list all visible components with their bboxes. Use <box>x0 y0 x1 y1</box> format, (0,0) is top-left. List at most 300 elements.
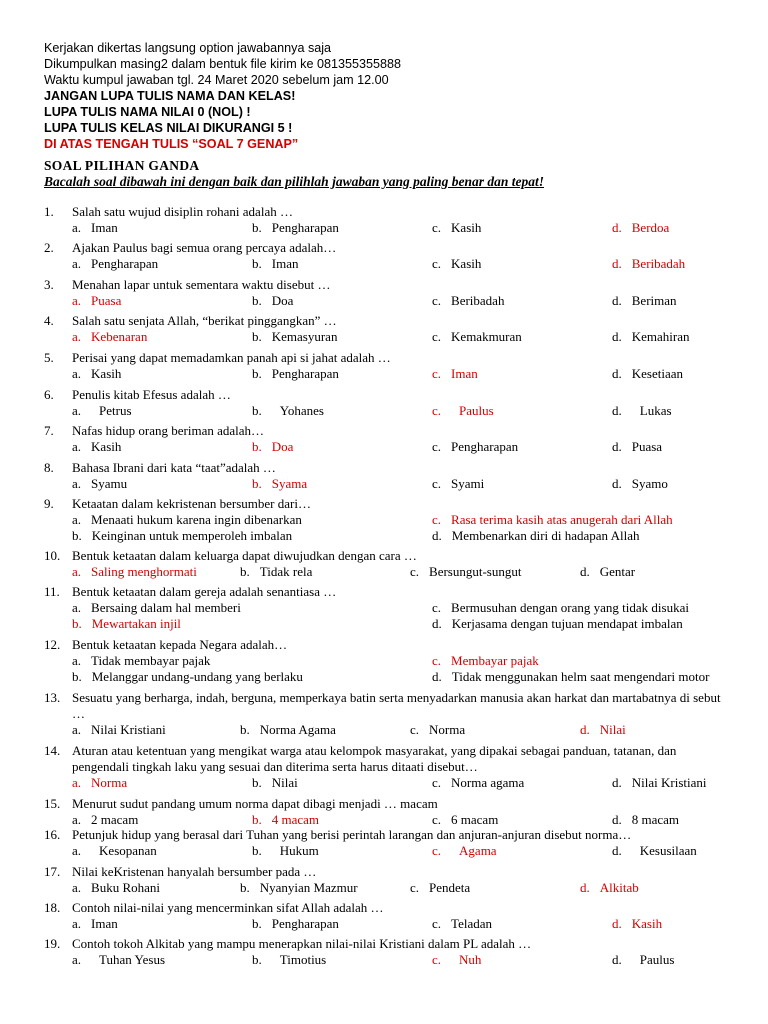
question-text: Salah satu senjata Allah, “berikat pinggangkan” … <box>72 313 337 328</box>
answer-option-a[interactable] <box>72 916 118 932</box>
question-number: 3. <box>44 277 54 292</box>
option-letter: a. <box>72 564 82 579</box>
question-row <box>44 423 734 439</box>
options-row <box>44 843 734 859</box>
question-number: 13. <box>44 690 61 705</box>
option-text: Nyanyian Mazmur <box>259 880 358 895</box>
answer-option-d[interactable] <box>432 528 639 544</box>
options-row <box>44 564 734 580</box>
answer-option-b[interactable] <box>240 880 358 896</box>
question-18 <box>44 900 734 932</box>
option-letter: b. <box>252 293 262 308</box>
options-row <box>44 256 734 272</box>
option-text: 8 macam <box>631 812 680 827</box>
answer-option-b[interactable] <box>252 952 326 968</box>
option-letter: a. <box>72 512 82 527</box>
option-letter: a. <box>72 366 82 381</box>
question-text: Salah satu wujud disiplin rohani adalah … <box>72 204 293 219</box>
option-letter: c. <box>432 366 442 381</box>
option-letter: b. <box>252 329 262 344</box>
options-row <box>44 952 734 968</box>
answer-option-b[interactable] <box>252 476 307 492</box>
options-row <box>44 439 734 455</box>
answer-option-c[interactable] <box>432 512 673 528</box>
answer-option-b[interactable] <box>252 256 298 272</box>
options-row <box>44 812 734 828</box>
question-row <box>44 313 734 329</box>
answer-option-a[interactable] <box>72 476 127 492</box>
option-text: Nilai <box>271 775 298 790</box>
answer-option-b[interactable] <box>240 722 336 738</box>
option-letter: a. <box>72 812 82 827</box>
question-2 <box>44 240 734 272</box>
option-text: Kemakmuran <box>451 329 522 344</box>
option-letter: c. <box>432 812 442 827</box>
answer-option-c[interactable] <box>432 775 524 791</box>
question-11 <box>44 584 734 632</box>
answer-option-d[interactable] <box>580 564 635 580</box>
answer-option-a[interactable] <box>72 293 121 309</box>
answer-option-c[interactable] <box>410 880 470 896</box>
question-row <box>44 936 734 952</box>
option-text: Rasa terima kasih atas anugerah dari Allah <box>451 512 673 527</box>
answer-option-a[interactable] <box>72 775 127 791</box>
options-row <box>44 722 734 738</box>
option-text: Doa <box>271 439 294 454</box>
option-text: Kerjasama dengan tujuan mendapat imbalan <box>451 616 683 631</box>
option-text: Iman <box>91 916 118 931</box>
option-letter: d. <box>432 528 442 543</box>
answer-option-a[interactable] <box>72 812 138 828</box>
option-text: Kasih <box>451 220 482 235</box>
answer-option-d[interactable] <box>580 880 639 896</box>
question-13 <box>44 690 734 738</box>
option-letter: c. <box>432 403 442 418</box>
options-row <box>44 916 734 932</box>
question-10 <box>44 548 734 580</box>
answer-option-b[interactable] <box>252 843 319 859</box>
question-9 <box>44 496 734 544</box>
answer-option-d[interactable] <box>432 669 709 685</box>
option-letter: b. <box>240 722 250 737</box>
question-5 <box>44 350 734 382</box>
answer-option-b[interactable] <box>252 439 293 455</box>
option-letter: d. <box>612 439 622 454</box>
question-19 <box>44 936 734 968</box>
answer-option-a[interactable] <box>72 439 121 455</box>
question-row <box>44 796 734 812</box>
answer-option-b[interactable] <box>252 916 339 932</box>
option-text: Berdoa <box>631 220 670 235</box>
answer-option-b[interactable] <box>252 775 298 791</box>
options-row <box>44 669 734 685</box>
option-letter: a. <box>72 600 82 615</box>
option-letter: a. <box>72 256 82 271</box>
option-text: Paulus <box>639 952 675 967</box>
option-text: Tuhan Yesus <box>99 952 166 967</box>
option-text: Keinginan untuk memperoleh imbalan <box>91 528 293 543</box>
question-3 <box>44 277 734 309</box>
question-number: 5. <box>44 350 54 365</box>
option-text: Tidak membayar pajak <box>91 653 211 668</box>
section-title: SOAL PILIHAN GANDA <box>44 158 200 173</box>
option-letter: a. <box>72 653 82 668</box>
question-text: Nilai keKristenan hanyalah bersumber pada … <box>72 864 317 879</box>
option-letter: b. <box>72 528 82 543</box>
question-number: 1. <box>44 204 54 219</box>
answer-option-b[interactable] <box>252 812 319 828</box>
answer-option-a[interactable] <box>72 220 118 236</box>
answer-option-a[interactable] <box>72 600 241 616</box>
option-text: Nuh <box>459 952 482 967</box>
answer-option-b[interactable] <box>252 329 337 345</box>
option-letter: a. <box>72 952 82 967</box>
options-row <box>44 220 734 236</box>
option-text: Alkitab <box>599 880 639 895</box>
option-text: Pengharapan <box>271 916 339 931</box>
question-row <box>44 584 734 600</box>
answer-option-c[interactable] <box>432 403 494 419</box>
question-number: 8. <box>44 460 54 475</box>
option-text: Nilai <box>599 722 626 737</box>
option-letter: d. <box>612 329 622 344</box>
question-row <box>44 743 734 775</box>
answer-option-a[interactable] <box>72 512 302 528</box>
option-letter: b. <box>72 616 82 631</box>
answer-option-c[interactable] <box>432 256 481 272</box>
options-row <box>44 366 734 382</box>
answer-option-b[interactable] <box>252 220 339 236</box>
option-letter: c. <box>432 293 442 308</box>
option-text: Tidak menggunakan helm saat mengendari motor <box>451 669 710 684</box>
option-letter: d. <box>580 722 590 737</box>
option-text: Nilai Kristiani <box>91 722 166 737</box>
question-row <box>44 277 734 293</box>
answer-option-a[interactable] <box>72 256 158 272</box>
option-text: Pengharapan <box>451 439 519 454</box>
option-letter: c. <box>432 653 442 668</box>
header-warning: JANGAN LUPA TULIS NAMA DAN KELAS! <box>44 89 296 103</box>
header-line: Dikumpulkan masing2 dalam bentuk file kirim ke 081355355888 <box>44 57 402 71</box>
answer-option-b[interactable] <box>72 669 303 685</box>
answer-option-a[interactable] <box>72 366 121 382</box>
option-letter: d. <box>612 952 622 967</box>
option-letter: b. <box>252 439 262 454</box>
question-row <box>44 204 734 220</box>
answer-option-c[interactable] <box>410 564 521 580</box>
answer-option-d[interactable] <box>612 366 683 382</box>
option-letter: c. <box>432 220 442 235</box>
option-text: Kasih <box>631 916 663 931</box>
option-letter: a. <box>72 403 82 418</box>
option-text: Tidak rela <box>259 564 313 579</box>
option-text: Kemahiran <box>631 329 690 344</box>
option-text: Norma <box>429 722 466 737</box>
option-text: Pengharapan <box>271 366 339 381</box>
option-letter: b. <box>252 403 262 418</box>
option-letter: c. <box>432 916 442 931</box>
answer-option-a[interactable] <box>72 880 160 896</box>
question-row <box>44 350 734 366</box>
option-letter: b. <box>240 564 250 579</box>
option-text: Petrus <box>99 403 132 418</box>
answer-option-d[interactable] <box>612 403 672 419</box>
option-text: Kasih <box>91 439 122 454</box>
question-4 <box>44 313 734 345</box>
answer-option-c[interactable] <box>432 476 484 492</box>
question-text: Bentuk ketaatan dalam keluarga dapat diwujudkan dengan cara … <box>72 548 417 563</box>
question-number: 12. <box>44 637 61 652</box>
option-letter: a. <box>72 916 82 931</box>
option-text: Puasa <box>91 293 122 308</box>
option-text: Iman <box>451 366 478 381</box>
option-text: Lukas <box>639 403 672 418</box>
option-text: Hukum <box>279 843 319 858</box>
question-17 <box>44 864 734 896</box>
option-letter: c. <box>432 329 442 344</box>
question-number: 15. <box>44 796 61 811</box>
option-letter: a. <box>72 220 82 235</box>
question-number: 18. <box>44 900 61 915</box>
option-text: 2 macam <box>91 812 139 827</box>
option-letter: a. <box>72 722 82 737</box>
question-text: Ajakan Paulus bagi semua orang percaya adalah… <box>72 240 337 255</box>
option-letter: a. <box>72 329 82 344</box>
answer-option-d[interactable] <box>580 722 626 738</box>
option-text: Pendeta <box>429 880 471 895</box>
answer-option-c[interactable] <box>432 916 492 932</box>
answer-option-c[interactable] <box>432 952 481 968</box>
answer-option-d[interactable] <box>612 775 707 791</box>
option-text: Kesopanan <box>99 843 157 858</box>
option-text: Saling menghormati <box>91 564 197 579</box>
option-letter: a. <box>72 775 82 790</box>
option-letter: b. <box>252 952 262 967</box>
answer-option-d[interactable] <box>612 952 674 968</box>
option-letter: d. <box>612 476 622 491</box>
options-row <box>44 476 734 492</box>
question-text: Petunjuk hidup yang berasal dari Tuhan yang berisi perintah larangan dan anjuran-anjuran disebut norma… <box>72 827 632 842</box>
question-14 <box>44 743 734 791</box>
question-row <box>44 387 734 403</box>
question-text: Bentuk ketaatan kepada Negara adalah… <box>72 637 288 652</box>
option-letter: b. <box>240 880 250 895</box>
answer-option-a[interactable] <box>72 722 166 738</box>
option-text: Syamu <box>91 476 128 491</box>
answer-option-c[interactable] <box>432 220 481 236</box>
answer-option-c[interactable] <box>432 439 518 455</box>
option-text: Mewartakan injil <box>91 616 181 631</box>
answer-option-d[interactable] <box>612 293 677 309</box>
question-text: Sesuatu yang berharga, indah, berguna, memperkaya batin serta menyadarkan manusia akan harkat dan martabatnya di sebut … <box>72 690 721 721</box>
option-letter: a. <box>72 476 82 491</box>
option-letter: c. <box>432 476 442 491</box>
options-row <box>44 616 734 632</box>
option-letter: c. <box>410 880 420 895</box>
question-number: 6. <box>44 387 54 402</box>
question-number: 10. <box>44 548 61 563</box>
option-letter: d. <box>580 564 590 579</box>
options-row <box>44 528 734 544</box>
options-row <box>44 512 734 528</box>
option-text: Buku Rohani <box>91 880 161 895</box>
option-text: Puasa <box>631 439 663 454</box>
option-text: Gentar <box>599 564 636 579</box>
answer-option-b[interactable] <box>252 366 339 382</box>
question-text: Penulis kitab Efesus adalah … <box>72 387 231 402</box>
option-text: Norma Agama <box>259 722 336 737</box>
option-text: Norma <box>91 775 128 790</box>
option-text: Teladan <box>451 916 492 931</box>
answer-option-c[interactable] <box>432 366 478 382</box>
header-line: Waktu kumpul jawaban tgl. 24 Maret 2020 sebelum jam 12.00 <box>44 73 389 87</box>
option-letter: b. <box>72 669 82 684</box>
answer-option-b[interactable] <box>252 403 324 419</box>
option-text: 6 macam <box>451 812 499 827</box>
question-row <box>44 690 734 722</box>
option-text: Nilai Kristiani <box>631 775 707 790</box>
question-16 <box>44 827 734 859</box>
answer-option-d[interactable] <box>612 256 685 272</box>
option-letter: c. <box>410 564 420 579</box>
question-number: 7. <box>44 423 54 438</box>
question-6 <box>44 387 734 419</box>
header-warning: LUPA TULIS NAMA NILAI 0 (NOL) ! <box>44 105 251 119</box>
option-letter: d. <box>612 366 622 381</box>
answer-option-a[interactable] <box>72 653 210 669</box>
question-row <box>44 496 734 512</box>
question-number: 19. <box>44 936 61 951</box>
question-text: Nafas hidup orang beriman adalah… <box>72 423 265 438</box>
option-letter: a. <box>72 843 82 858</box>
answer-option-b[interactable] <box>72 528 292 544</box>
option-text: Iman <box>91 220 118 235</box>
option-letter: c. <box>432 439 442 454</box>
option-text: Kesusilaan <box>639 843 697 858</box>
question-number: 11. <box>44 584 60 599</box>
answer-option-c[interactable] <box>432 329 522 345</box>
answer-option-d[interactable] <box>612 220 669 236</box>
options-row <box>44 880 734 896</box>
answer-option-a[interactable] <box>72 564 197 580</box>
option-text: Iman <box>271 256 299 271</box>
option-text: Yohanes <box>279 403 324 418</box>
question-12 <box>44 637 734 685</box>
option-letter: c. <box>432 600 442 615</box>
question-row <box>44 864 734 880</box>
option-letter: d. <box>432 669 442 684</box>
option-text: Beriman <box>631 293 677 308</box>
question-number: 4. <box>44 313 54 328</box>
option-letter: b. <box>252 812 262 827</box>
option-text: Bersungut-sungut <box>429 564 522 579</box>
option-text: Membenarkan diri di hadapan Allah <box>451 528 640 543</box>
answer-option-c[interactable] <box>432 653 539 669</box>
question-number: 9. <box>44 496 54 511</box>
answer-option-a[interactable] <box>72 952 165 968</box>
option-text: Membayar pajak <box>451 653 539 668</box>
question-row <box>44 240 734 256</box>
header-line: Kerjakan dikertas langsung option jawabannya saja <box>44 41 332 55</box>
options-row <box>44 775 734 791</box>
answer-option-b[interactable] <box>252 293 293 309</box>
option-letter: d. <box>580 880 590 895</box>
option-letter: d. <box>612 812 622 827</box>
answer-option-d[interactable] <box>612 812 679 828</box>
option-letter: a. <box>72 880 82 895</box>
question-7 <box>44 423 734 455</box>
option-letter: d. <box>612 916 622 931</box>
question-8 <box>44 460 734 492</box>
answer-option-d[interactable] <box>612 439 662 455</box>
options-row <box>44 600 734 616</box>
question-text: Menahan lapar untuk sementara waktu disebut … <box>72 277 331 292</box>
answer-option-a[interactable] <box>72 843 157 859</box>
option-letter: c. <box>432 256 442 271</box>
answer-option-c[interactable] <box>432 843 497 859</box>
question-row <box>44 827 734 843</box>
option-letter: b. <box>252 476 262 491</box>
option-text: Syami <box>451 476 485 491</box>
answer-option-a[interactable] <box>72 329 147 345</box>
option-letter: c. <box>432 512 442 527</box>
question-text: Aturan atau ketentuan yang mengikat warga atau kelompok masyarakat, yang dipakai sebagai panduan, tatanan, dan pengendali tingkah laku yang sesuai dan diterima serta harus ditaati disebut… <box>72 743 677 774</box>
answer-option-c[interactable] <box>432 293 504 309</box>
answer-option-c[interactable] <box>432 600 689 616</box>
option-text: Kemasyuran <box>271 329 338 344</box>
answer-option-d[interactable] <box>612 476 668 492</box>
question-text: Contoh tokoh Alkitab yang mampu menerapkan nilai-nilai Kristiani dalam PL adalah … <box>72 936 532 951</box>
option-text: Kebenaran <box>91 329 148 344</box>
answer-option-b[interactable] <box>72 616 181 632</box>
question-15 <box>44 796 734 828</box>
answer-option-d[interactable] <box>612 843 697 859</box>
option-letter: b. <box>252 843 262 858</box>
question-row <box>44 548 734 564</box>
options-row <box>44 293 734 309</box>
question-text: Perisai yang dapat memadamkan panah api si jahat adalah … <box>72 350 391 365</box>
header-title-instruction: DI ATAS TENGAH TULIS “SOAL 7 GENAP” <box>44 137 299 151</box>
answer-option-a[interactable] <box>72 403 132 419</box>
answer-option-d[interactable] <box>612 329 690 345</box>
option-text: Menaati hukum karena ingin dibenarkan <box>91 512 302 527</box>
question-number: 2. <box>44 240 54 255</box>
answer-option-c[interactable] <box>410 722 465 738</box>
answer-option-c[interactable] <box>432 812 498 828</box>
option-text: Syamo <box>631 476 668 491</box>
answer-option-d[interactable] <box>432 616 683 632</box>
section-instruction: Bacalah soal dibawah ini dengan baik dan pilihlah jawaban yang paling benar dan tepat! <box>44 174 544 189</box>
option-text: Kesetiaan <box>631 366 684 381</box>
option-letter: d. <box>612 293 622 308</box>
options-row <box>44 403 734 419</box>
question-text: Menurut sudut pandang umum norma dapat dibagi menjadi … macam <box>72 796 438 811</box>
option-letter: b. <box>252 366 262 381</box>
option-letter: c. <box>432 843 442 858</box>
option-letter: d. <box>612 403 622 418</box>
answer-option-d[interactable] <box>612 916 662 932</box>
option-letter: a. <box>72 439 82 454</box>
option-text: Norma agama <box>451 775 525 790</box>
option-letter: c. <box>432 952 442 967</box>
question-row <box>44 637 734 653</box>
option-text: 4 macam <box>271 812 320 827</box>
option-text: Kasih <box>91 366 122 381</box>
option-text: Pengharapan <box>91 256 159 271</box>
answer-option-b[interactable] <box>240 564 312 580</box>
option-letter: d. <box>432 616 442 631</box>
option-text: Paulus <box>459 403 494 418</box>
